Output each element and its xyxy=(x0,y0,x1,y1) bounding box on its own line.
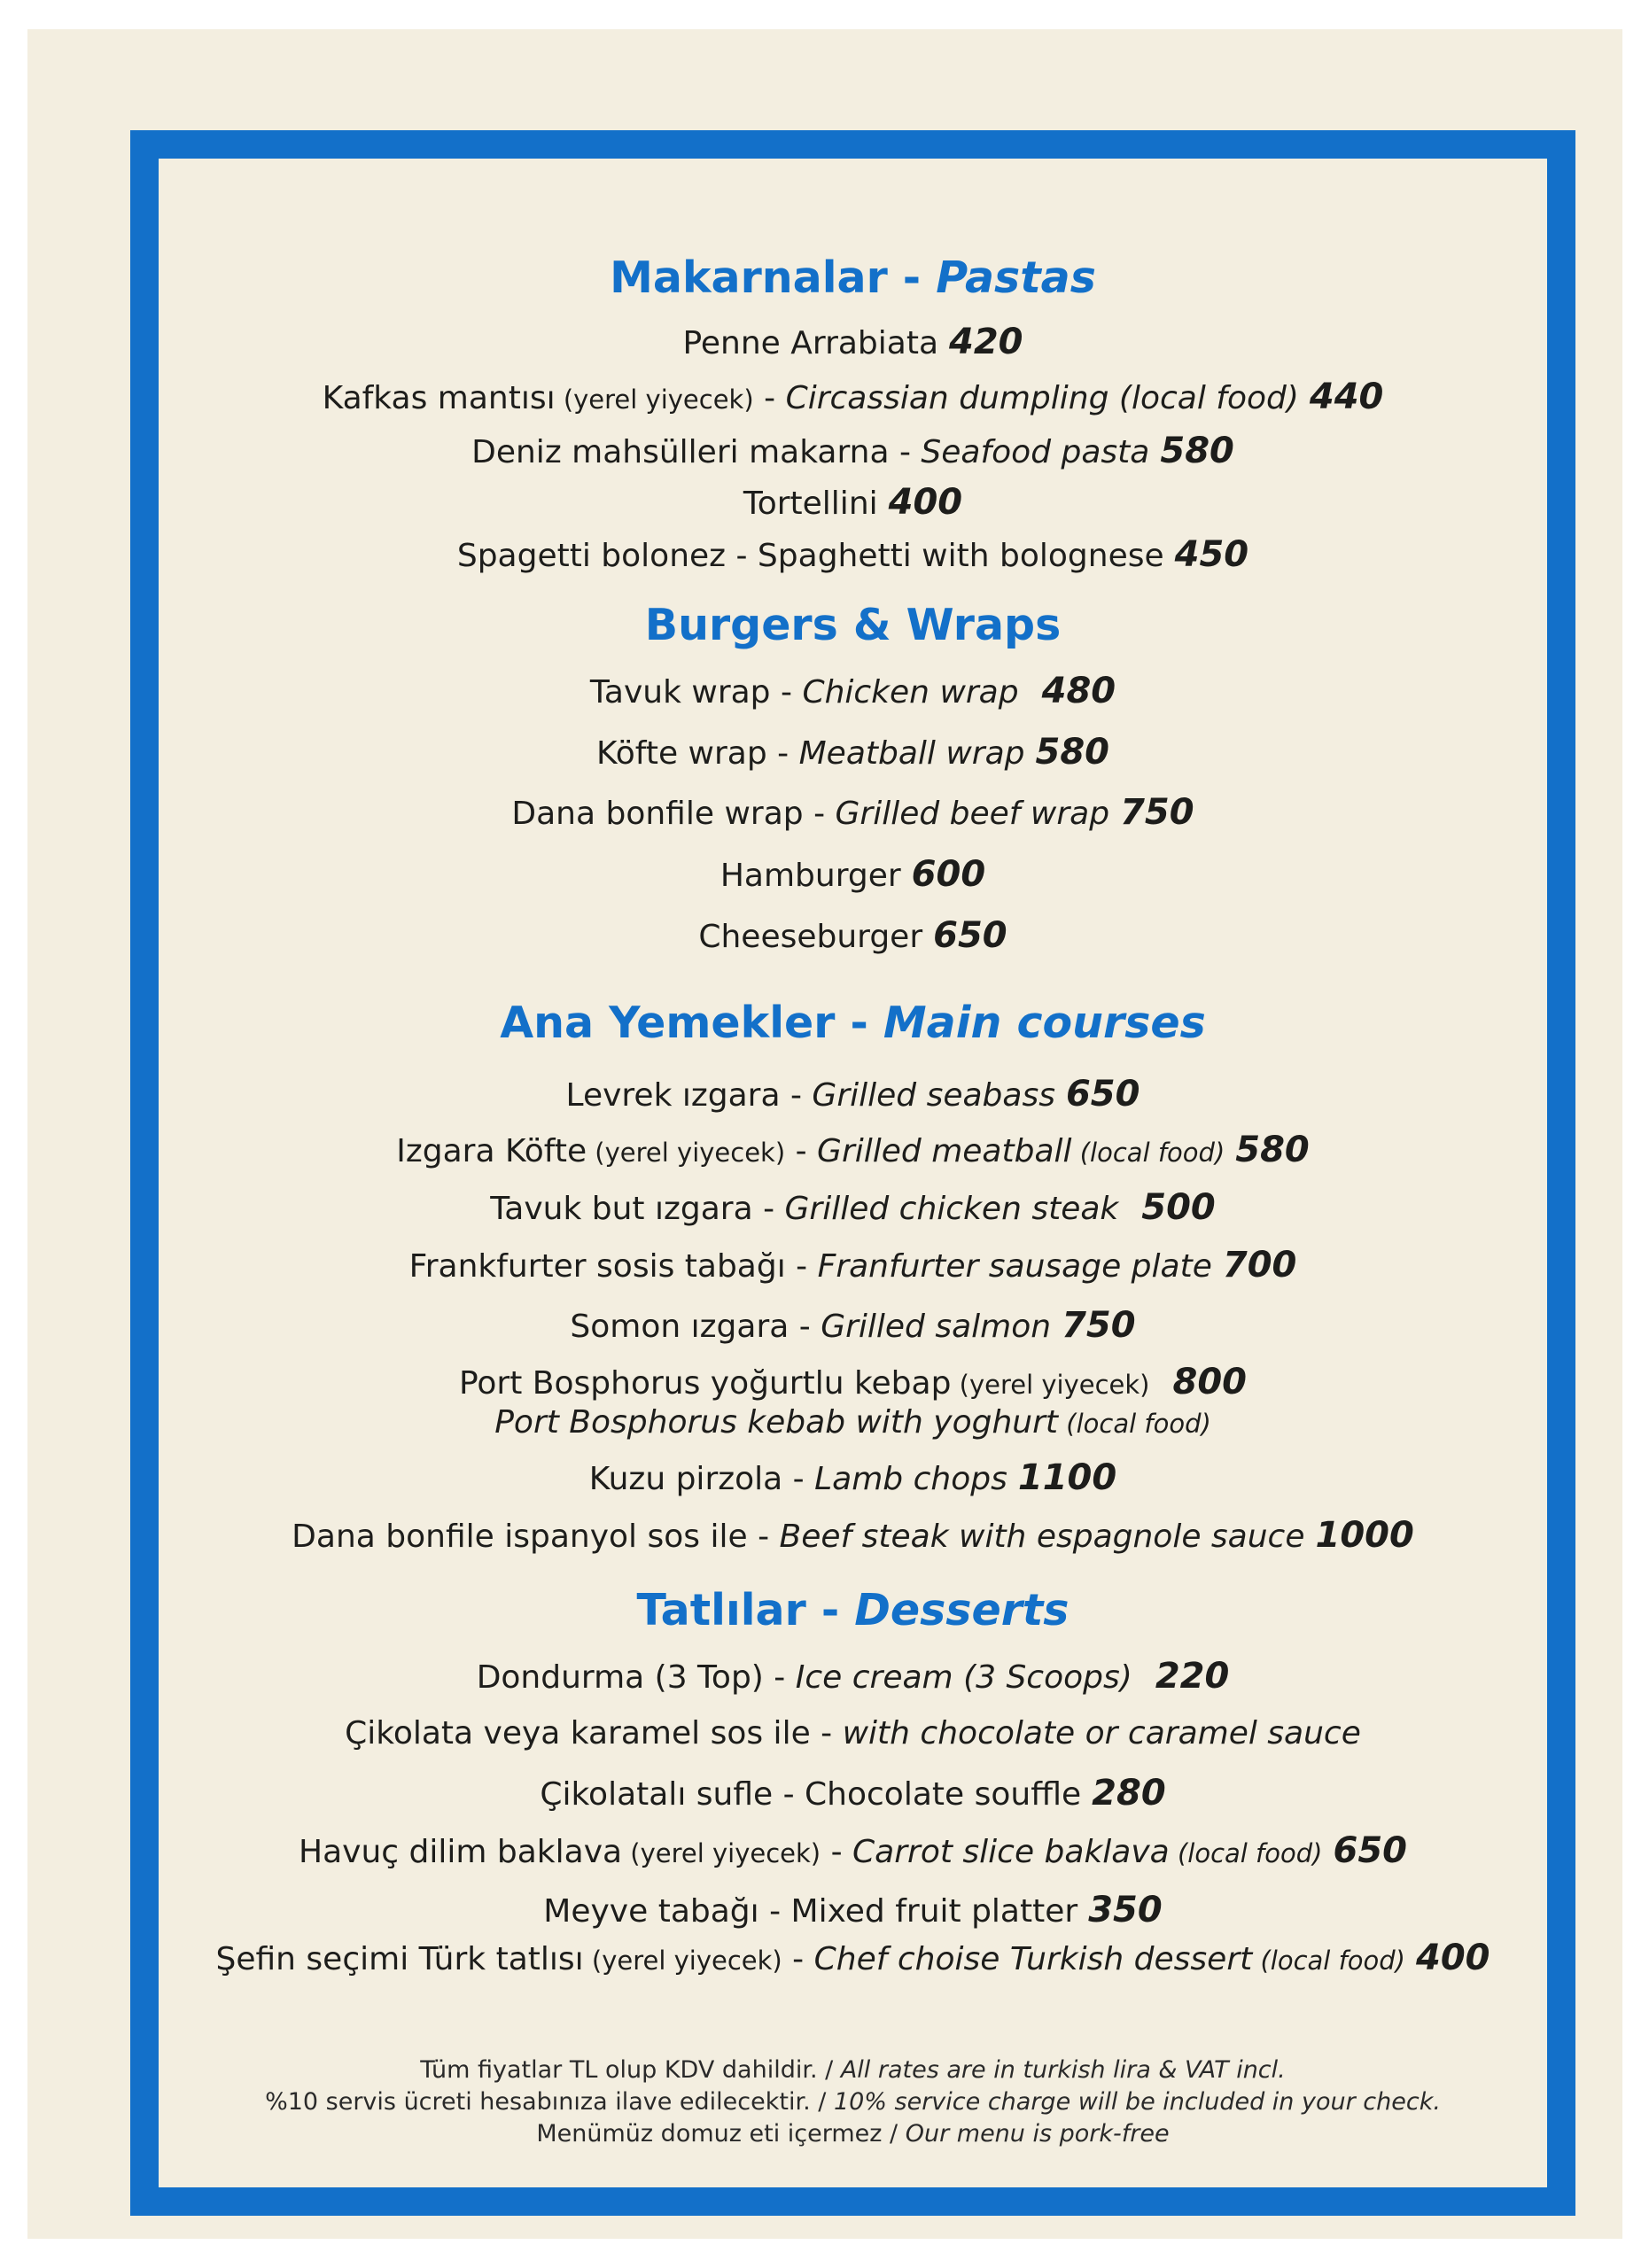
menu-item xyxy=(159,790,1547,836)
item-separator: - xyxy=(763,1659,796,1696)
menu-page xyxy=(27,29,1622,2239)
item-name-en: Seafood pasta xyxy=(921,434,1150,470)
item-name-en: Port Bosphorus kebab with yoghurt xyxy=(494,1404,1059,1441)
item-name-tr: Tavuk but ızgara xyxy=(490,1191,753,1227)
item-price: 650 xyxy=(1333,1830,1407,1871)
footer-note-prices xyxy=(159,2054,1547,2086)
item-price: 750 xyxy=(1120,792,1194,833)
item-price: 800 xyxy=(1172,1362,1247,1402)
item-name-tr: Deniz mahsülleri makarna xyxy=(471,434,890,470)
menu-item xyxy=(159,852,1547,898)
menu-item xyxy=(159,913,1547,959)
item-name-tr: Levrek ızgara xyxy=(565,1077,781,1114)
item-price: 700 xyxy=(1222,1245,1297,1285)
item-note-en: (local food) xyxy=(1071,1138,1225,1168)
menu-item xyxy=(159,1072,1547,1118)
item-name-en: Circassian dumpling (local food) xyxy=(785,380,1299,416)
item-name-tr: Kuzu pirzola xyxy=(588,1461,783,1497)
item-name-en: Grilled beef wrap xyxy=(835,796,1110,832)
item-name-en: Carrot slice baklava xyxy=(852,1834,1170,1870)
item-price: 420 xyxy=(949,322,1023,362)
item-name-en: Beef steak with espagnole sauce xyxy=(779,1518,1305,1555)
item-name-en: Grilled seabass xyxy=(812,1077,1055,1114)
item-price: 480 xyxy=(1041,671,1116,711)
footer-note-pork xyxy=(159,2118,1547,2150)
menu-item xyxy=(159,1888,1547,1934)
item-note-en: (local food) xyxy=(1058,1409,1211,1439)
item-separator: - xyxy=(785,1133,818,1169)
menu-item xyxy=(159,375,1547,422)
footer-tr: Menümüz domuz eti içermez / xyxy=(536,2120,906,2148)
menu-item xyxy=(159,1128,1547,1175)
item-separator: - xyxy=(889,434,922,470)
item-name-tr: Dana bonfile ispanyol sos ile xyxy=(292,1518,748,1555)
item-note-tr: (yerel yiyecek) xyxy=(951,1370,1150,1400)
item-note-tr: (yerel yiyecek) xyxy=(622,1838,821,1868)
item-name-en: Chef choise Turkish dessert xyxy=(813,1941,1253,1977)
menu-item-translation xyxy=(159,1401,1547,1446)
item-name-tr: Tavuk wrap xyxy=(589,674,771,711)
item-price: 220 xyxy=(1155,1656,1230,1697)
item-name-en: Lamb chops xyxy=(814,1461,1007,1497)
item-price: 600 xyxy=(911,854,986,895)
item-price: 350 xyxy=(1088,1890,1163,1930)
item-price: 450 xyxy=(1174,534,1249,575)
item-price: 650 xyxy=(1065,1074,1140,1115)
item-separator: - xyxy=(789,1309,821,1345)
item-name-tr: Şefin seçimi Türk tatlısı xyxy=(215,1941,584,1977)
item-price: 580 xyxy=(1035,732,1110,773)
item-price: 580 xyxy=(1160,431,1234,471)
menu-item xyxy=(159,429,1547,475)
item-name-tr: Penne Arrabiata xyxy=(682,325,939,361)
menu-item xyxy=(159,669,1547,715)
item-name-tr: Çikolata veya karamel sos ile xyxy=(345,1715,811,1751)
item-name-tr: Dana bonfile wrap xyxy=(511,796,804,832)
item-name-en: Franfurter sausage plate xyxy=(817,1248,1212,1285)
item-separator: - xyxy=(821,1834,853,1870)
item-separator: - xyxy=(770,674,803,711)
item-name-tr: Kafkas mantısı xyxy=(322,380,556,416)
item-note-tr: (yerel yiyecek) xyxy=(583,1946,782,1976)
item-price: 280 xyxy=(1092,1773,1166,1814)
heading-en: Desserts xyxy=(854,1585,1070,1635)
menu-item xyxy=(159,1456,1547,1502)
item-price: 400 xyxy=(1416,1938,1490,1978)
menu-item xyxy=(159,1936,1547,1983)
footer-en: 10% service charge will be included in your check. xyxy=(833,2088,1441,2116)
menu-item xyxy=(159,1243,1547,1289)
heading-tr: Burgers & Wraps xyxy=(644,600,1062,650)
item-price: 440 xyxy=(1309,377,1384,417)
item-price: 1000 xyxy=(1315,1515,1414,1556)
menu-content xyxy=(159,159,1547,2187)
menu-item xyxy=(159,320,1547,366)
section-heading-pastas xyxy=(159,252,1547,305)
item-price: 580 xyxy=(1235,1130,1310,1170)
item-separator: - xyxy=(785,1248,818,1285)
heading-en: Pastas xyxy=(936,252,1096,303)
item-name-en: Grilled meatball xyxy=(817,1133,1072,1169)
item-name-tr: Port Bosphorus yoğurtlu kebap xyxy=(458,1365,952,1402)
menu-item xyxy=(159,1712,1547,1756)
menu-frame xyxy=(130,130,1575,2216)
menu-item xyxy=(159,1303,1547,1349)
item-separator: - xyxy=(782,1461,815,1497)
item-name-en: Grilled chicken steak xyxy=(784,1191,1119,1227)
item-name-tr: Spagetti bolonez - Spaghetti with bolognese xyxy=(456,538,1164,574)
section-heading-main-courses xyxy=(159,997,1547,1050)
item-price: 500 xyxy=(1141,1187,1216,1228)
item-name-tr: Tortellini xyxy=(743,485,878,522)
item-separator: - xyxy=(752,1191,785,1227)
footer-tr: %10 servis ücreti hesabınıza ilave edilecektir. / xyxy=(265,2088,834,2116)
item-price: 650 xyxy=(933,915,1007,956)
item-name-tr: Dondurma (3 Top) xyxy=(476,1659,764,1696)
item-separator: - xyxy=(803,796,836,832)
menu-item xyxy=(159,1829,1547,1876)
item-name-tr: Frankfurter sosis tabağı xyxy=(408,1248,786,1285)
item-name-en: Ice cream (3 Scoops) xyxy=(795,1659,1132,1696)
item-price: 1100 xyxy=(1017,1457,1117,1498)
item-separator: - xyxy=(780,1077,813,1114)
item-separator: - xyxy=(753,380,786,416)
item-name-tr: Çikolatalı sufle - Chocolate souffle xyxy=(540,1776,1082,1813)
item-name-tr: Cheeseburger xyxy=(698,919,923,955)
item-price: 400 xyxy=(888,482,963,523)
menu-item xyxy=(159,730,1547,776)
item-note-tr: (yerel yiyecek) xyxy=(587,1138,786,1168)
item-name-en: Chicken wrap xyxy=(802,674,1019,711)
item-note-tr: (yerel yiyecek) xyxy=(555,384,754,415)
item-note-en: (local food) xyxy=(1169,1838,1323,1868)
menu-item xyxy=(159,480,1547,526)
heading-tr: Makarnalar - xyxy=(610,252,937,303)
item-name-tr: Havuç dilim baklava xyxy=(299,1834,623,1870)
item-name-tr: Somon ızgara xyxy=(570,1309,789,1345)
menu-item xyxy=(159,1771,1547,1817)
item-price: 750 xyxy=(1062,1305,1136,1346)
footer-en: Our menu is pork-free xyxy=(905,2120,1170,2148)
item-separator: - xyxy=(810,1715,843,1751)
menu-item xyxy=(159,1185,1547,1231)
item-name-tr: Köfte wrap xyxy=(595,735,767,772)
heading-en: Main courses xyxy=(883,998,1206,1048)
item-name-en: Meatball wrap xyxy=(798,735,1025,772)
menu-item xyxy=(159,532,1547,579)
menu-item xyxy=(159,1513,1547,1559)
item-note-en: (local food) xyxy=(1252,1946,1405,1976)
menu-item xyxy=(159,1654,1547,1700)
item-name-tr: Meyve tabağı - Mixed fruit platter xyxy=(543,1893,1078,1930)
footer-tr: Tüm fiyatlar TL olup KDV dahildir. / xyxy=(420,2056,841,2084)
item-name-tr: Hamburger xyxy=(719,858,901,894)
section-heading-burgers-wraps xyxy=(159,599,1547,652)
item-name-en: Grilled salmon xyxy=(821,1309,1052,1345)
footer-note-service xyxy=(159,2086,1547,2118)
heading-tr: Tatlılar - xyxy=(636,1585,855,1635)
heading-tr: Ana Yemekler - xyxy=(500,998,883,1048)
footer-en: All rates are in turkish lira & VAT incl. xyxy=(840,2056,1286,2084)
item-name-tr: Izgara Köfte xyxy=(396,1133,587,1169)
item-separator: - xyxy=(782,1941,814,1977)
item-separator: - xyxy=(747,1518,780,1555)
section-heading-desserts xyxy=(159,1584,1547,1637)
item-separator: - xyxy=(766,735,799,772)
item-name-en: with chocolate or caramel sauce xyxy=(842,1715,1361,1751)
